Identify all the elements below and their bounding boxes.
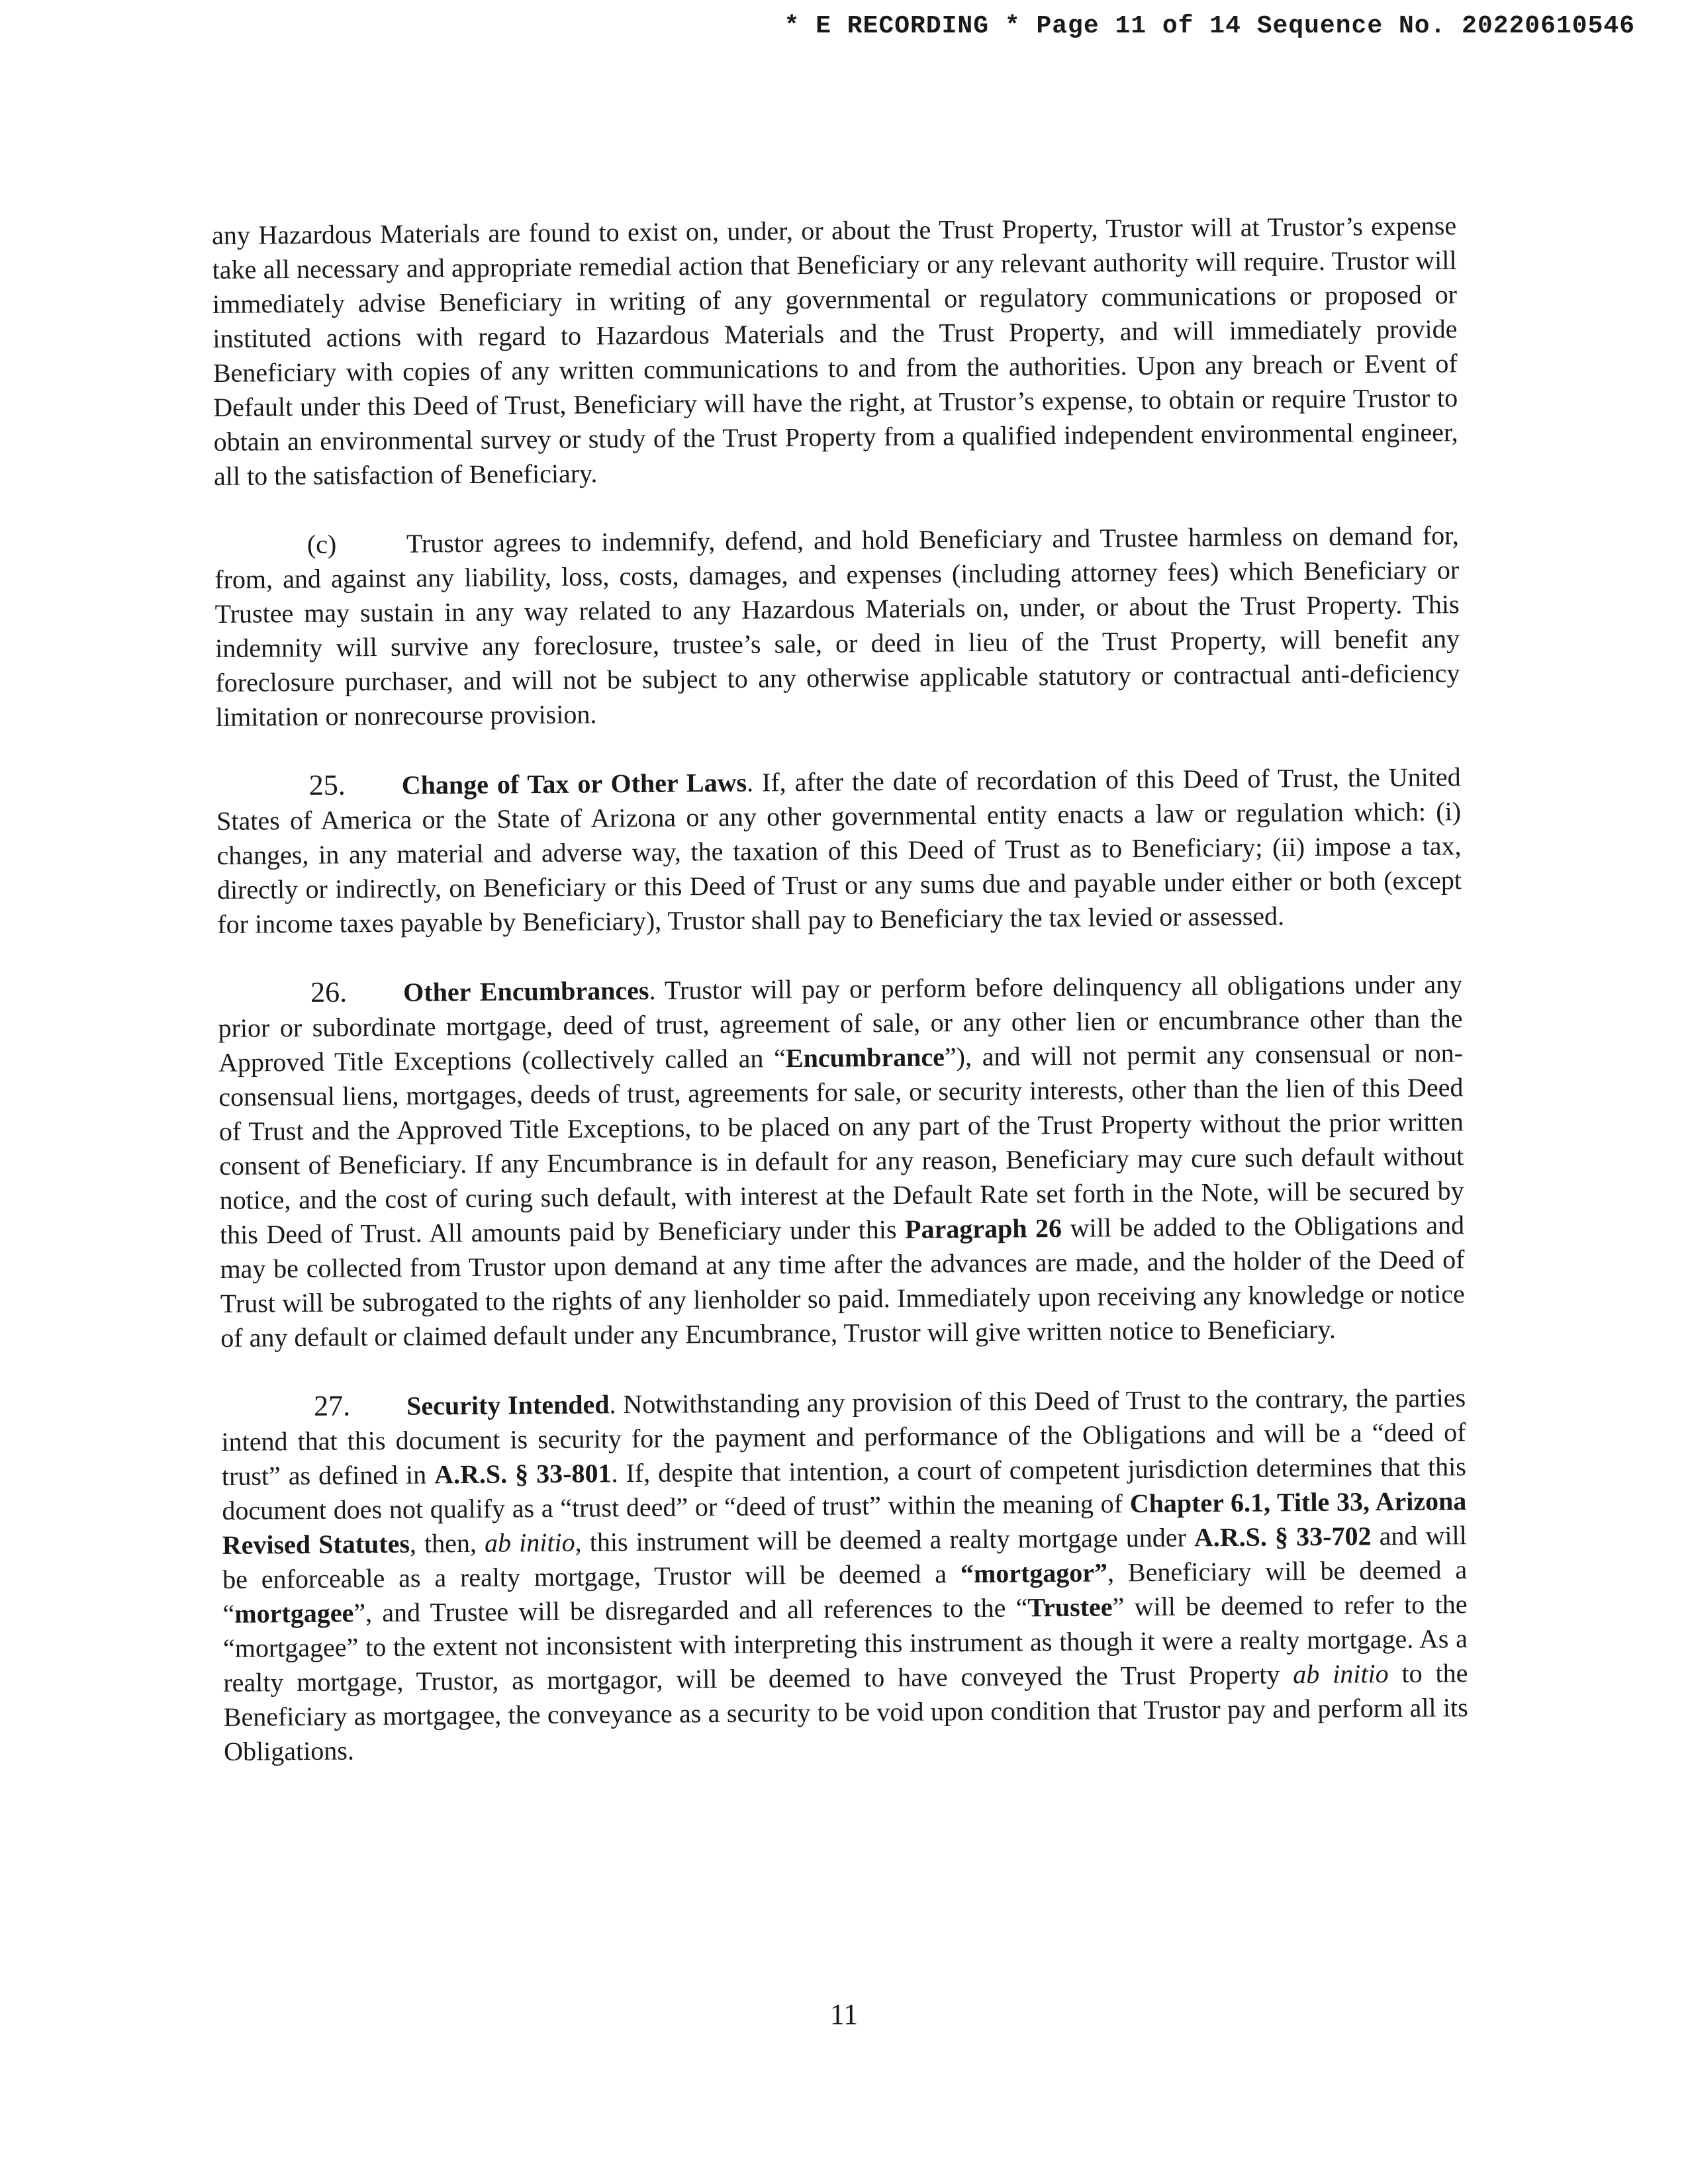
section-25-heading: Change of Tax or Other Laws — [401, 767, 747, 800]
section-26-text-2: ”), and will not permit any consensual or non-consensual liens, mortgages, deeds of trust, agreements for sale, or security interests, other than the lien of this Deed of Trust and the Approved Title Exceptions, to be placed on any part of the Trust Property without the prior written consent of Beneficiary. If any Encumbrance is in default for any reason, Beneficiary may cure such default without notice, and the cost of curing such default, with interest at the Default Rate set forth in the Note, will be secured by this Deed of Trust. All amounts paid by Beneficiary under this — [218, 1038, 1464, 1250]
section-27-statute-3: A.R.S. § 33-702 — [1194, 1521, 1372, 1553]
subparagraph-c — [214, 518, 1460, 735]
section-27-text-9: to the Beneficiary as mortgagee, the conveyance as a security to be void upon condition that Trustor pay and perform all its Obligations. — [223, 1658, 1468, 1766]
section-27-number: 27. — [313, 1389, 351, 1422]
section-25: 25. Change of Tax or Other Laws. If, after the date of recordation of this Deed of Trust, the United States of America or the State of Arizona or any other governmental entity enacts a law or regulation which: (i) changes, in any material and adverse way, the taxation of this Deed of Trust as to Beneficiary; (ii) impose a tax, directly or indirectly, on Beneficiary or this Deed of Trust or any sums due and payable under either or both (except for income taxes payable by Beneficiary), Trustor shall pay to Beneficiary the tax levied or assessed. — [216, 762, 1462, 939]
section-27: 27. Security Intended. Notwithstanding any provision of this Deed of Trust to the contrary, the parties intend that this document is security for the payment and performance of the Obligations and will be a “deed of trust” as defined in A.R.S. § 33-801. If, despite that intention, a court of competent jurisdiction determines that this document does not qualify as a “trust deed” or “deed of trust” within the meaning of Chapter 6.1, Title 33, Arizona Revised Statutes, then, ab initio, this instrument will be deemed a realty mortgage under A.R.S. § 33-702 and will be enforceable as a realty mortgage, Trustor will be deemed a “mortgagor”, Beneficiary will be deemed a “mortgagee”, and Trustee will be disregarded and all references to the “Trustee” will be deemed to refer to the “mortgagee” to the extent not inconsistent with interpreting this instrument as though it were a realty mortgage. As a realty mortgage, Trustor, as mortgagor, will be deemed to have conveyed the Trust Property ab initio to the Beneficiary as mortgagee, the conveyance as a security to be void upon condition that Trustor pay and perform all its Obligations. — [221, 1383, 1468, 1766]
section-27-term-mortgagee: mortgagee — [234, 1598, 354, 1629]
section-26-defined-term: Encumbrance — [785, 1042, 945, 1073]
section-27-text-1: Notwithstanding any provision of this Deed of Trust to the contrary, the parties intend that this document is security for the payment and performance of the Obligations and will be a “deed of trust” as defined in — [221, 1383, 1466, 1491]
section-27-text-2: . If, despite that intention, a court of competent jurisdiction determines that this document does not qualify as a “trust deed” or “deed of trust” within the meaning of — [222, 1451, 1467, 1525]
section-26-heading: Other Encumbrances — [403, 975, 649, 1007]
document-body — [212, 208, 1468, 1769]
section-27-text-5: and will be enforceable as a realty mortgage, Trustor will be deemed a — [222, 1520, 1467, 1594]
section-27-heading: Security Intended — [406, 1389, 610, 1421]
section-27-term-trustee: Trustee — [1027, 1592, 1113, 1623]
section-27-text-6: , Beneficiary will be deemed a “ — [222, 1555, 1468, 1629]
section-26-text-1: Trustor will pay or perform before delinquency all obligations under any prior or subordinate mortgage, deed of trust, agreement of sale, or any other lien or encumbrance other than the Approved Title Exceptions (collectively called an “ — [218, 969, 1463, 1077]
section-27-text-3: , then, — [409, 1527, 485, 1559]
recording-stamp: * E RECORDING * Page 11 of 14 Sequence No. 20220610546 — [784, 12, 1635, 40]
section-27-text-8: ” will be deemed to refer to the “mortgagee” to the extent not inconsistent with interpreting this instrument as though it were a realty mortgage. As a realty mortgage, Trustor, as mortgagor, will be deemed to have conveyed the Trust Property — [222, 1589, 1468, 1698]
section-27-text-7: ”, and Trustee will be disregarded and all references to the “ — [353, 1592, 1028, 1628]
section-26: 26. Other Encumbrances. Trustor will pay or perform before delinquency all obligations under any prior or subordinate mortgage, deed of trust, agreement of sale, or any other lien or encumbrance other than the Approved Title Exceptions (collectively called an “Encumbrance”), and will not permit any consensual or non-consensual liens, mortgages, deeds of trust, agreements for sale, or security interests, other than the lien of this Deed of Trust and the Approved Title Exceptions, to be placed on any part of the Trust Property without the prior written consent of Beneficiary. If any Encumbrance is in default for any reason, Beneficiary may cure such default without notice, and the cost of curing such default, with interest at the Default Rate set forth in the Note, will be secured by this Deed of Trust. All amounts paid by Beneficiary under this Paragraph 26 will be added to the Obligations and may be collected from Trustor upon demand at any time after the advances are made, and the holder of the Deed of Trust will be subrogated to the rights of any lienholder so paid. Immediately upon receiving any knowledge or notice of any default or claimed default under any Encumbrance, Trustor will give written notice to Beneficiary. — [218, 969, 1465, 1353]
section-27-text-4: , this instrument will be deemed a realty mortgage under — [575, 1522, 1195, 1557]
section-27-italic-1: ab initio — [484, 1527, 575, 1558]
section-25-text: If, after the date of recordation of this Deed of Trust, the United States of America or the State of Arizona or any other governmental entity enacts a law or regulation which: (i) changes, in any material and adverse way, the taxation of this Deed of Trust as to Beneficiary; (ii) impose a tax, directly or indirectly, on Beneficiary or this Deed of Trust or any sums due and payable under either or both (except for income taxes payable by Beneficiary), Trustor shall pay to Beneficiary the tax levied or assessed. — [216, 762, 1462, 939]
paragraph-hazardous-continued: any Hazardous Materials are found to exist on, under, or about the Trust Property, Trustor will at Trustor’s expense take all necessary and appropriate remedial action that Beneficiary or any relevant authority will require. Trustor will immediately advise Beneficiary in writing of any governmental or regulatory communications or proposed or instituted actions with regard to Hazardous Materials and the Trust Property, and will immediately provide Beneficiary with copies of any written communications to and from the authorities. Upon any breach or Event of Default under this Deed of Trust, Beneficiary will have the right, at Trustor’s expense, to obtain or require Trustor to obtain an environmental survey or study of the Trust Property from a qualified independent environmental engineer, all to the satisfaction of Beneficiary. — [212, 210, 1458, 491]
section-27-italic-2: ab initio — [1293, 1659, 1389, 1690]
section-27-term-mortgagor: “mortgagor” — [960, 1557, 1108, 1589]
page-number: 11 — [829, 1998, 859, 2030]
section-26-text-3: will be added to the Obligations and may be collected from Trustor upon demand at any time after the advances are made, and the holder of the Deed of Trust will be subrogated to the rights of any lienholder so paid. Immediately upon receiving any knowledge or notice of any default or claimed default under any Encumbrance, Trustor will give written notice to Beneficiary. — [220, 1210, 1465, 1353]
subparagraph-c-label: (c) — [306, 529, 337, 559]
section-26-paragraph-ref: Paragraph 26 — [904, 1212, 1062, 1244]
section-26-number: 26. — [310, 976, 348, 1009]
section-27-statute-2: Chapter 6.1, Title 33, Arizona Revised Statutes — [222, 1486, 1467, 1560]
section-25-number: 25. — [308, 768, 346, 801]
section-27-statute-1: A.R.S. § 33-801 — [434, 1458, 612, 1490]
subparagraph-c-text: Trustor agrees to indemnify, defend, and hold Beneficiary and Trustee harmless on demand for, from, and against any liability, loss, costs, damages, and expenses (including attorney fees) which Beneficiary or Trustee may sustain in any way related to any Hazardous Materials on, under, or about the Trust Property. This indemnity will survive any foreclosure, trustee’s sale, or deed in lieu of the Trust Property, will benefit any foreclosure purchaser, and will not be subject to any otherwise applicable statutory or contractual anti-deficiency limitation or nonrecourse provision. — [214, 520, 1460, 732]
